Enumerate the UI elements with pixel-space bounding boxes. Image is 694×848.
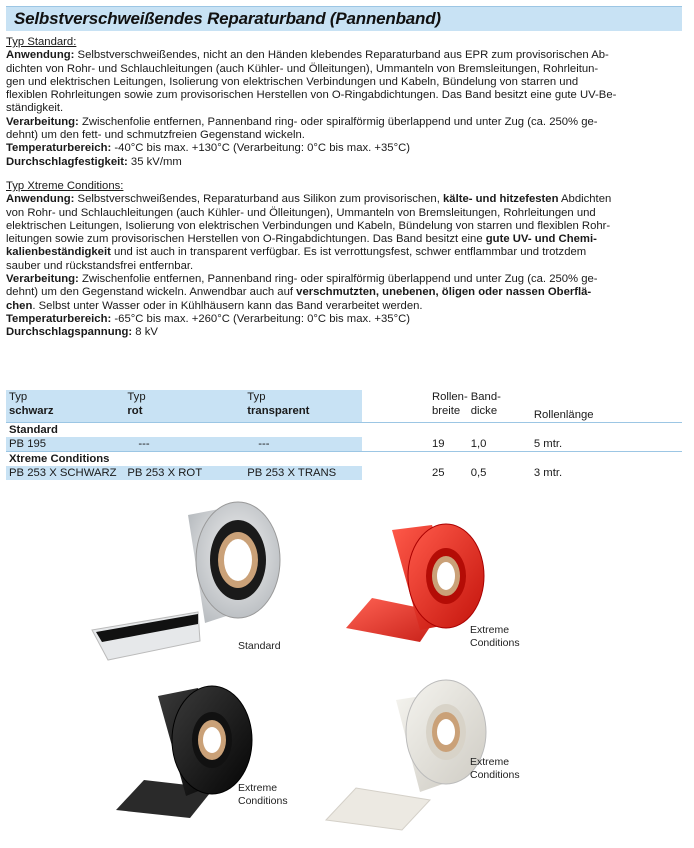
table-header [6,390,682,423]
emphasis: kälte- und hitzefesten [443,193,559,206]
text-line: von Rohr- und Schlauchleitungen (auch Kühler- und Ölleitungen), Ummanteln von Bremsleitungen, Rohrleitungen und [6,206,596,219]
table-cell: 19 [431,438,445,450]
table-cell: PB 195 [6,437,124,452]
label: Anwendung: [6,49,75,62]
emphasis: verschmutzten, unebenen, öligen oder nassen Oberflä- [296,286,592,299]
label: Anwendung: [6,193,75,206]
text-line: elektrischen Leitungen, Isolierung von elektrischen Verbindungen und Kabeln, Bündelung von starren und flexiblen Rohr- [6,219,611,232]
xtreme-anwendung [6,193,686,206]
emphasis: gute UV- und Chemi- [485,233,597,246]
text: Selbstverschweißendes, Reparaturband aus Silikon zum provisorischen, [74,193,443,206]
product-photos [0,500,694,843]
text-line: dichten von Rohr- und Schlauchleitungen (auch Kühler- und Ölleitungen), Ummanteln von Bremsleitungen, Rohrleitun- [6,62,599,75]
standard-verarbeitung [6,116,686,129]
group-label: Xtreme Conditions [6,452,682,467]
text: dehnt) um den Gegenstand wickeln. Anwendbar auch auf [6,286,297,299]
text: -65°C bis max. +260°C (Verarbeitung: 0°C bis max. +35°C) [111,312,411,325]
label: Temperaturbereich: [6,312,112,325]
label: Durchschlagfestigkeit: [6,155,128,168]
table-cell: 1,0 [470,438,487,450]
text-line: dehnt) um den fett- und schmutzfreien Gegenstand wickeln. [6,129,305,142]
header-cell: Typ rot [124,390,244,423]
table-cell: 25 [431,467,445,479]
emphasis: chen [6,299,33,312]
text-line: flexiblen Rohrleitungen sowie zum provisorischen Herstellen von O-Ringabdichtungen. Das Band besitzt eine gute UV-Be- [6,89,617,102]
text-line: gen und elektrischen Leitungen, Isolierung von elektrischen Verbindungen und Kabeln, Bündelung von starren und [6,75,579,88]
text: -40°C bis max. +130°C (Verarbeitung: 0°C bis max. +35°C) [111,142,411,155]
table-cell: 3 mtr. [533,467,563,479]
caption-clear: Extreme Conditions [470,756,520,781]
standard-anwendung [6,49,686,62]
header-cell: Typ transparent [244,390,362,423]
caption-standard: Standard [238,640,281,652]
text-line [6,233,686,246]
text: Zwischenfolie entfernen, Pannenband ring- oder spiralförmig überlappend und unter Zug (ca. 250% ge- [78,273,598,286]
text: 8 kV [132,326,158,339]
caption-black: Extreme Conditions [238,782,288,807]
table-group [6,423,682,438]
table-cell: 5 mtr. [533,438,563,450]
label: Temperaturbereich: [6,142,112,155]
black-roll [116,686,252,818]
title-bar [6,6,682,31]
standard-heading: Typ Standard: [6,36,77,48]
text: Zwischenfolie entfernen, Pannenband ring- oder spiralförmig überlappend und unter Zug (ca. 250% ge- [78,115,598,128]
standard-roll [92,502,280,660]
table-cell: --- [244,437,362,452]
text: 35 kV/mm [127,155,182,168]
label: Verarbeitung: [6,115,79,128]
page-title: Selbstverschweißendes Reparaturband (Pannenband) [14,9,441,28]
product-table [6,390,682,480]
text-line [6,300,686,313]
group-label: Standard [6,423,682,438]
table-group [6,452,682,467]
header-cell: Rollen- breite [431,391,468,417]
table-cell: --- [124,437,244,452]
text-line: sauber und rückstandsfrei entfernbar. [6,259,194,272]
table-cell: 0,5 [470,467,487,479]
xtreme-verarbeitung [6,273,686,286]
text: leitungen sowie zum provisorischen Herstellen von O-Ringabdichtungen. Das Band besitzt eine [6,233,486,246]
red-roll [346,524,484,642]
text: und ist auch in transparent verfügbar. Es ist verrottungsfest, schwer entflammbar und trotzdem [110,246,587,259]
emphasis: kalienbeständigkeit [6,246,111,259]
header-cell: Band- dicke [470,391,501,417]
text: . Selbst unter Wasser oder in Kühlhäusern kann das Band verarbeitet werden. [32,299,423,312]
text-line: ständigkeit. [6,102,64,115]
text: Abdichten [558,193,612,206]
header-cell: Typ schwarz [6,390,124,423]
label: Durchschlagspannung: [6,326,133,339]
table-row [6,466,682,480]
text-line [6,246,686,259]
table-cell: PB 253 X ROT [124,466,244,480]
table-row [6,437,682,452]
xtreme-durchschlag [6,326,686,339]
standard-temperature [6,142,686,155]
xtreme-heading: Typ Xtreme Conditions: [6,179,124,192]
tape-rolls-illustration [0,500,694,843]
standard-durchschlag [6,156,686,169]
content [6,36,686,340]
label: Verarbeitung: [6,273,79,286]
table-cell: PB 253 X SCHWARZ [6,466,124,480]
text: Selbstverschweißendes, nicht an den Händen klebendes Reparaturband aus EPR zum provisorischen Ab- [74,49,609,62]
xtreme-temperature [6,313,686,326]
text-line [6,286,686,299]
clear-roll [326,680,486,830]
caption-red: Extreme Conditions [470,624,520,649]
table-cell: PB 253 X TRANS [244,466,362,480]
header-cell: Rollenlänge [533,409,594,421]
